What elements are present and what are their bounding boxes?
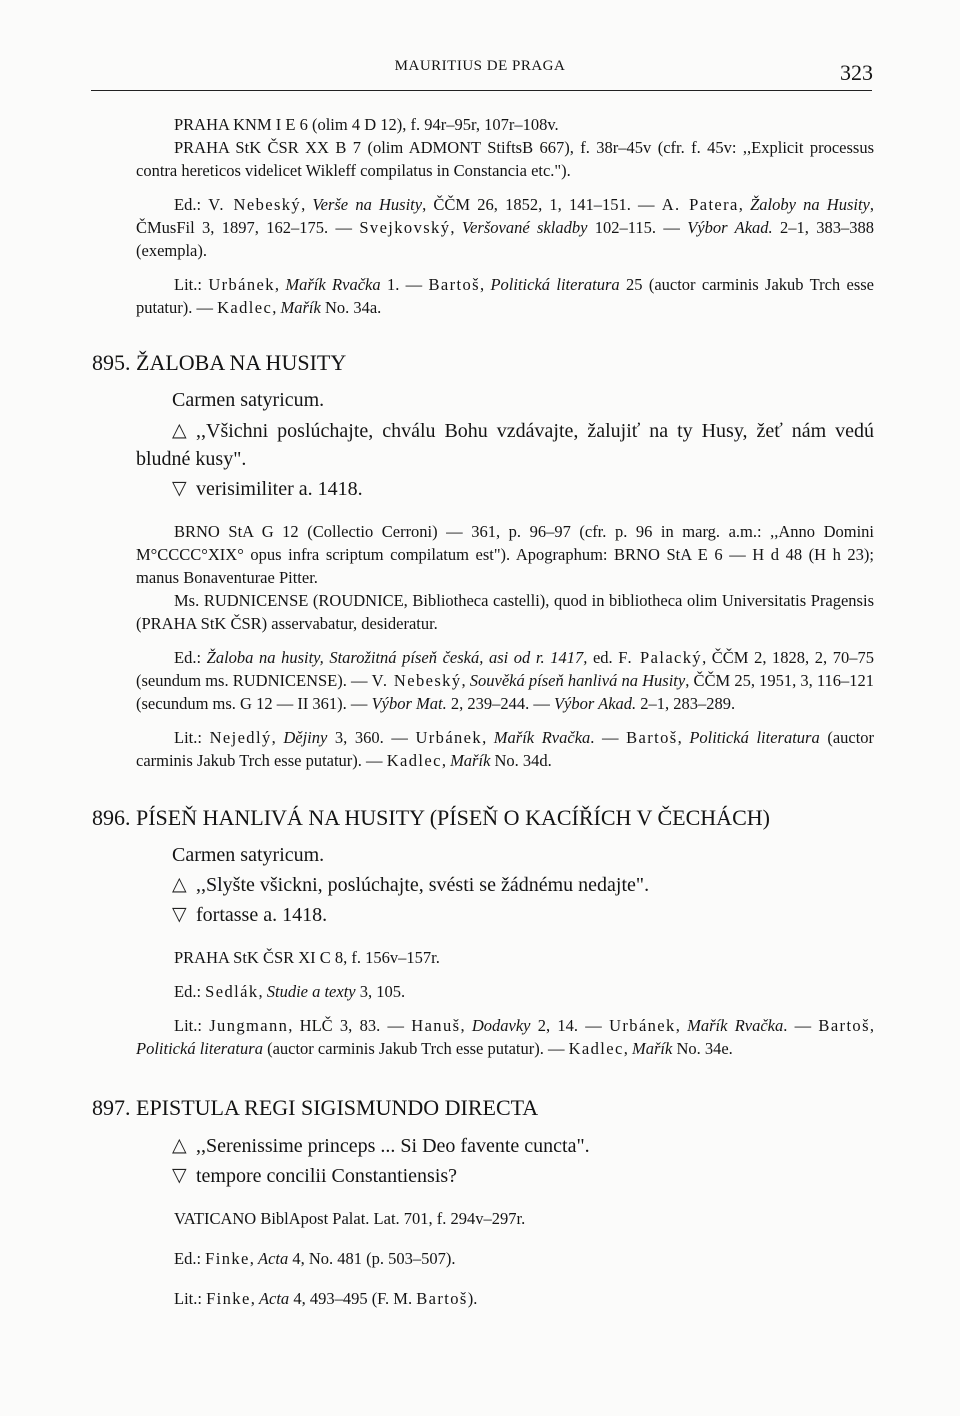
editions-paragraph	[136, 646, 874, 715]
work-title: Mařík Rvačka	[493, 728, 591, 747]
author: V. Nebeský	[208, 195, 302, 214]
author: Kadlec	[217, 298, 273, 317]
literature-label: Lit.:	[174, 728, 210, 747]
manuscript-line: PRAHA KNM I E 6 (olim 4 D 12), f. 94r–95r, 107r–108v.	[174, 115, 559, 134]
separator: ,	[258, 982, 267, 1001]
work-title: Mařík	[280, 298, 321, 317]
incipit-line	[136, 1132, 874, 1160]
citation-text: ed.	[587, 648, 619, 667]
editions-paragraph	[136, 193, 874, 262]
work-title: Výbor Akad.	[553, 694, 637, 713]
citation-text: No. 34a.	[320, 298, 382, 317]
incipit-text: ,,Serenissime princeps ... Si Deo favente cuncta".	[196, 1135, 590, 1157]
literature-label: Lit.:	[174, 1289, 207, 1308]
literature-paragraph	[136, 726, 874, 772]
work-title: Souvěká píseň hanlivá na Husity	[469, 671, 686, 690]
citation-text: 2, 239–244. —	[446, 694, 554, 713]
incipit-text: ,,Všichni poslúchajte, chválu Bohu vzdávajte, žalujiť na ty Husy, žeť nám vedú bludné kusy".	[136, 420, 874, 470]
work-title: Žaloby na Husity	[750, 195, 870, 214]
separator: ,	[274, 275, 286, 294]
dating-text: fortasse a. 1418.	[196, 904, 328, 926]
work-title: Výbor Akad.	[687, 218, 773, 237]
entry-heading	[92, 804, 874, 832]
genre-line: Carmen satyricum.	[172, 844, 325, 866]
explicit-triangle-icon: ▽	[172, 1164, 187, 1186]
citation-text: 3, 360. —	[327, 728, 416, 747]
author: Sedlák	[205, 982, 259, 1001]
page-body	[92, 113, 875, 1310]
work-title: Výbor Mat.	[371, 694, 447, 713]
genre-line: Carmen satyricum.	[172, 389, 325, 411]
separator: ,	[271, 728, 284, 747]
manuscript-line: Ms. RUDNICENSE (ROUDNICE, Bibliotheca castelli), quod in bibliotheca olim Universitatis Pragensis (PRAHA StK ČSR) asservabatur, desideratur.	[136, 591, 874, 633]
author: A. Patera	[661, 195, 739, 214]
editions-label: Ed.:	[174, 648, 207, 667]
separator: ,	[441, 751, 451, 770]
separator: ,	[272, 298, 281, 317]
citation-text: No. 34d.	[490, 751, 552, 770]
separator: ,	[460, 1016, 472, 1035]
page-number: 323	[840, 60, 873, 85]
entry-title: EPISTULA REGI SIGISMUNDO DIRECTA	[136, 1095, 539, 1120]
incipit-line	[136, 417, 874, 473]
dating-line	[136, 1162, 874, 1190]
entry-number: 896.	[92, 805, 131, 830]
author: Urbánek	[415, 728, 483, 747]
incipit-triangle-icon: △	[172, 419, 187, 441]
manuscript-line: PRAHA StK ČSR XI C 8, f. 156v–157r.	[174, 948, 440, 967]
separator: ,	[450, 218, 462, 237]
author: Urbánek	[609, 1016, 676, 1035]
work-title: Acta	[258, 1249, 289, 1268]
author: V. Nebeský	[371, 671, 462, 690]
separator: ,	[675, 1016, 688, 1035]
author: Kadlec	[386, 751, 442, 770]
header-rule	[91, 90, 872, 91]
citation-text: (auctor carminis Jakub Trch esse putatur). —	[262, 1039, 569, 1058]
citation-text: , ČČM 25, 1951, 3, 116–121 (secundum ms. G 12 — II 361). —	[136, 671, 875, 713]
incipit-triangle-icon: △	[172, 1134, 187, 1156]
work-title: Politická literatura	[136, 1039, 263, 1058]
citation-text: , ČČM 2, 1828, 2, 70–75 (seundum ms. RUDNICENSE). —	[136, 648, 874, 690]
citation-text: 1. —	[380, 275, 429, 294]
explicit-triangle-icon: ▽	[172, 903, 187, 925]
work-title: Žaloba na husity, Starožitná píseň česká, asi od r. 1417,	[206, 648, 588, 667]
author: Urbánek	[208, 275, 275, 294]
literature-label: Lit.:	[174, 275, 209, 294]
literature-paragraph	[136, 1014, 874, 1060]
author: Svejkovský	[359, 218, 451, 237]
author: Kadlec	[568, 1039, 624, 1058]
work-title: Politická literatura	[689, 728, 820, 747]
work-title: Mařík	[450, 751, 491, 770]
author: F. Palacký	[618, 648, 703, 667]
entry-896	[92, 804, 875, 1060]
dating-text: verisimiliter a. 1418.	[196, 478, 363, 500]
incipit-text: ,,Slyšte všickni, poslúchajte, svésti se žádnému nedajte".	[196, 874, 650, 896]
separator: ,	[480, 275, 491, 294]
entry-heading	[92, 1094, 874, 1122]
citation-text: . —	[590, 728, 627, 747]
citation-text: ).	[467, 1289, 478, 1308]
work-title: Politická literatura	[490, 275, 620, 294]
work-title: Mařík Rvačka	[285, 275, 381, 294]
citation-text: No. 34e.	[672, 1039, 733, 1058]
author: Hanuš	[411, 1016, 461, 1035]
editions-paragraph	[136, 980, 874, 1003]
citation-text: 102–115. —	[587, 218, 688, 237]
previous-entry-tail	[136, 113, 874, 319]
entry-897	[92, 1094, 874, 1310]
author: Jungmann	[209, 1016, 289, 1035]
author: Finke	[205, 1249, 250, 1268]
work-title: Dodavky	[471, 1016, 531, 1035]
citation-text: 4, No. 481 (p. 503–507).	[288, 1249, 456, 1268]
work-title: Veršované skladby	[461, 218, 588, 237]
separator: ,	[301, 195, 313, 214]
author: Bartoš	[428, 275, 480, 294]
editions-label: Ed.:	[174, 1249, 206, 1268]
work-title: Verše na Husity	[312, 195, 423, 214]
author: Bartoš	[626, 728, 678, 747]
entry-number: 897.	[92, 1095, 131, 1120]
dating-line	[136, 475, 874, 503]
work-title: Dějiny	[283, 728, 328, 747]
editions-label: Ed.:	[174, 982, 206, 1001]
separator: ,	[249, 1249, 259, 1268]
author: Nejedlý	[209, 728, 272, 747]
literature-paragraph	[136, 1287, 874, 1310]
running-title: MAURITIUS DE PRAGA	[394, 58, 566, 74]
incipit-line	[136, 871, 874, 899]
citation-text: 4, 493–495 (F. M.	[289, 1289, 417, 1308]
work-title: Studie a texty	[266, 982, 356, 1001]
separator: ,	[461, 671, 470, 690]
entry-895	[92, 349, 875, 772]
explicit-triangle-icon: ▽	[172, 477, 187, 499]
separator: ,	[250, 1289, 259, 1308]
citation-text: , ČMusFil 3, 1897, 162–175. —	[136, 195, 875, 237]
entry-heading	[92, 349, 874, 377]
citation-text: 2–1, 283–289.	[636, 694, 736, 713]
separator: ,	[623, 1039, 632, 1058]
separator: ,	[677, 728, 690, 747]
citation-text: , ČČM 26, 1852, 1, 141–151. —	[422, 195, 662, 214]
manuscript-line: PRAHA StK ČSR XX B 7 (olim ADMONT StiftsB 667), f. 38r–45v (cfr. f. 45v: ,,Explicit processus contra hereticos videlicet Wikleff compilatus in Constancia etc.").	[136, 138, 874, 180]
entry-number: 895.	[92, 350, 131, 375]
work-title: Acta	[258, 1289, 290, 1308]
manuscript-line: BRNO StA G 12 (Collectio Cerroni) — 361, p. 96–97 (cfr. p. 96 in marg. a.m.: ,,Anno Domini M°CCCC°XIX° opus infra scriptum compilatum est"). Apographum: BRNO StA E 6 — H d 48 (H h 23); manus Bonaventurae Pitter.	[136, 522, 874, 587]
separator: ,	[482, 728, 494, 747]
citation-text: 2, 14. —	[530, 1016, 610, 1035]
editions-paragraph	[136, 1247, 874, 1270]
author: Bartoš	[818, 1016, 870, 1035]
citation-text: 3, 105.	[355, 982, 406, 1001]
work-title: Mařík Rvačka	[687, 1016, 784, 1035]
work-title: Mařík	[631, 1039, 673, 1058]
dating-line	[136, 901, 874, 929]
author: Bartoš	[416, 1289, 468, 1308]
manuscript-line: VATICANO BiblApost Palat. Lat. 701, f. 294v–297r.	[174, 1209, 526, 1228]
editions-label: Ed.:	[174, 195, 209, 214]
entry-title: PÍSEŇ HANLIVÁ NA HUSITY (PÍSEŇ O KACÍŘÍCH V ČECHÁCH)	[136, 805, 770, 830]
citation-text: 2–1, 383–388 (exempla).	[136, 218, 875, 260]
dating-text: tempore concilii Constantiensis?	[196, 1165, 458, 1187]
citation-text: (auctor carminis Jakub Trch esse putatur). —	[136, 728, 875, 770]
citation-text: . —	[783, 1016, 819, 1035]
separator: ,	[738, 195, 751, 214]
literature-paragraph	[136, 273, 874, 319]
literature-label: Lit.:	[174, 1016, 210, 1035]
separator: ,	[869, 1016, 875, 1035]
incipit-triangle-icon: △	[172, 873, 187, 895]
author: Finke	[206, 1289, 251, 1308]
citation-text: 25 (auctor carminis Jakub Trch esse putatur). —	[136, 275, 874, 317]
citation-text: , HLČ 3, 83. —	[288, 1016, 412, 1035]
entry-title: ŽALOBA NA HUSITY	[136, 350, 347, 375]
